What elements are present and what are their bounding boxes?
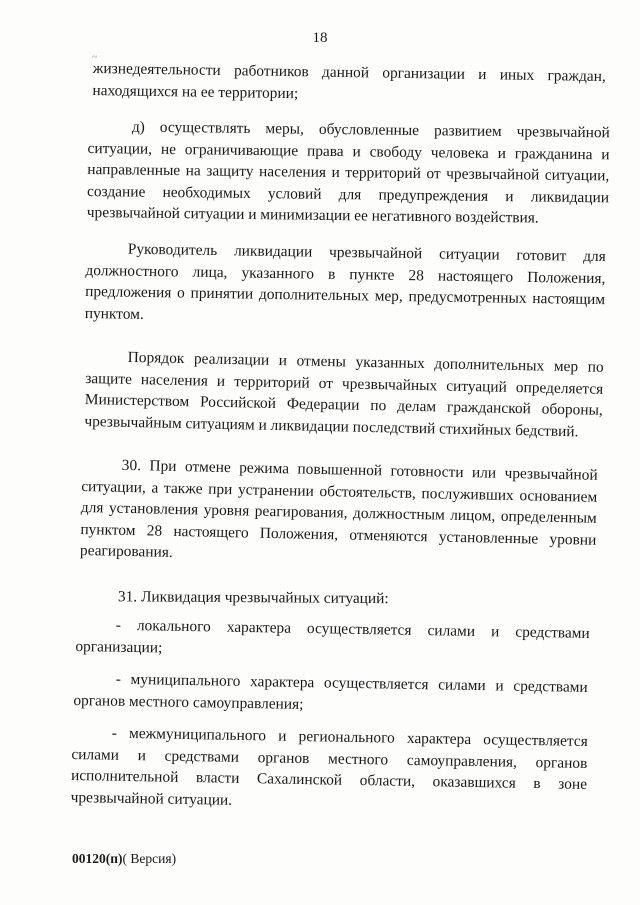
paragraph-liquidation-head: Руководитель ликвидации чрезвычайной ситуации готовит для должностного лица, указанного в пункте 28 настоящего Положения, предложения о принятии дополнительных мер, предусмотренных настоящим пунктом. xyxy=(84,240,606,323)
paragraph-intermunicipal: - межмуниципального и регионального характера осуществляется силами и средствами органов местного самоуправления, органов исполнительной власти Сахалинской области, оказавшихся в зоне чрезвычайной ситуации. xyxy=(70,724,588,809)
document-code: 00120(п) xyxy=(72,851,123,866)
scan-mark: ~ xyxy=(92,52,98,63)
paragraph-item-d: д) осуществлять меры, обусловленные развитием чрезвычайной ситуации, не ограничивающие права и свободу человека и гражданина и направленные на защиту населения и территорий от чрезвычайной ситуации, создание необходимых условий для предупреждения и ликвидации чрезвычайной ситуации и минимизации ее негативного воздействия. xyxy=(86,118,610,227)
page-number: 18 xyxy=(312,30,328,46)
paragraph-local: - локального характера осуществляется силами и средствами организации; xyxy=(75,616,590,657)
paragraph-order-of-implementation: Порядок реализации и отмены указанных дополнительных мер по защите населения и территорий от чрезвычайных ситуаций определяется Министерством Российской Федерации по делам гражданской обороны, чрезвычайным ситуациям и ликвидации последствий стихийных бедствий. xyxy=(84,348,604,440)
paragraph-31: 31. Ликвидация чрезвычайных ситуаций: xyxy=(117,588,389,608)
footer xyxy=(72,851,176,867)
paragraph-30: 30. При отмене режима повышенной готовности или чрезвычайной ситуации, а также при устранении обстоятельств, послуживших основанием для установления уровня реагирования, должностным лицом, определенным пунктом 28 настоящего Положения, отменяются установленные уровни реагирования. xyxy=(79,456,598,561)
paragraph-continuation: жизнедеятельности работников данной организации и иных граждан, находящихся на ее территории; xyxy=(92,59,606,102)
paragraph-municipal: - муниципального характера осуществляется силами и средствами органов местного самоуправления; xyxy=(73,670,588,713)
document-version: ( Версия) xyxy=(122,851,177,866)
